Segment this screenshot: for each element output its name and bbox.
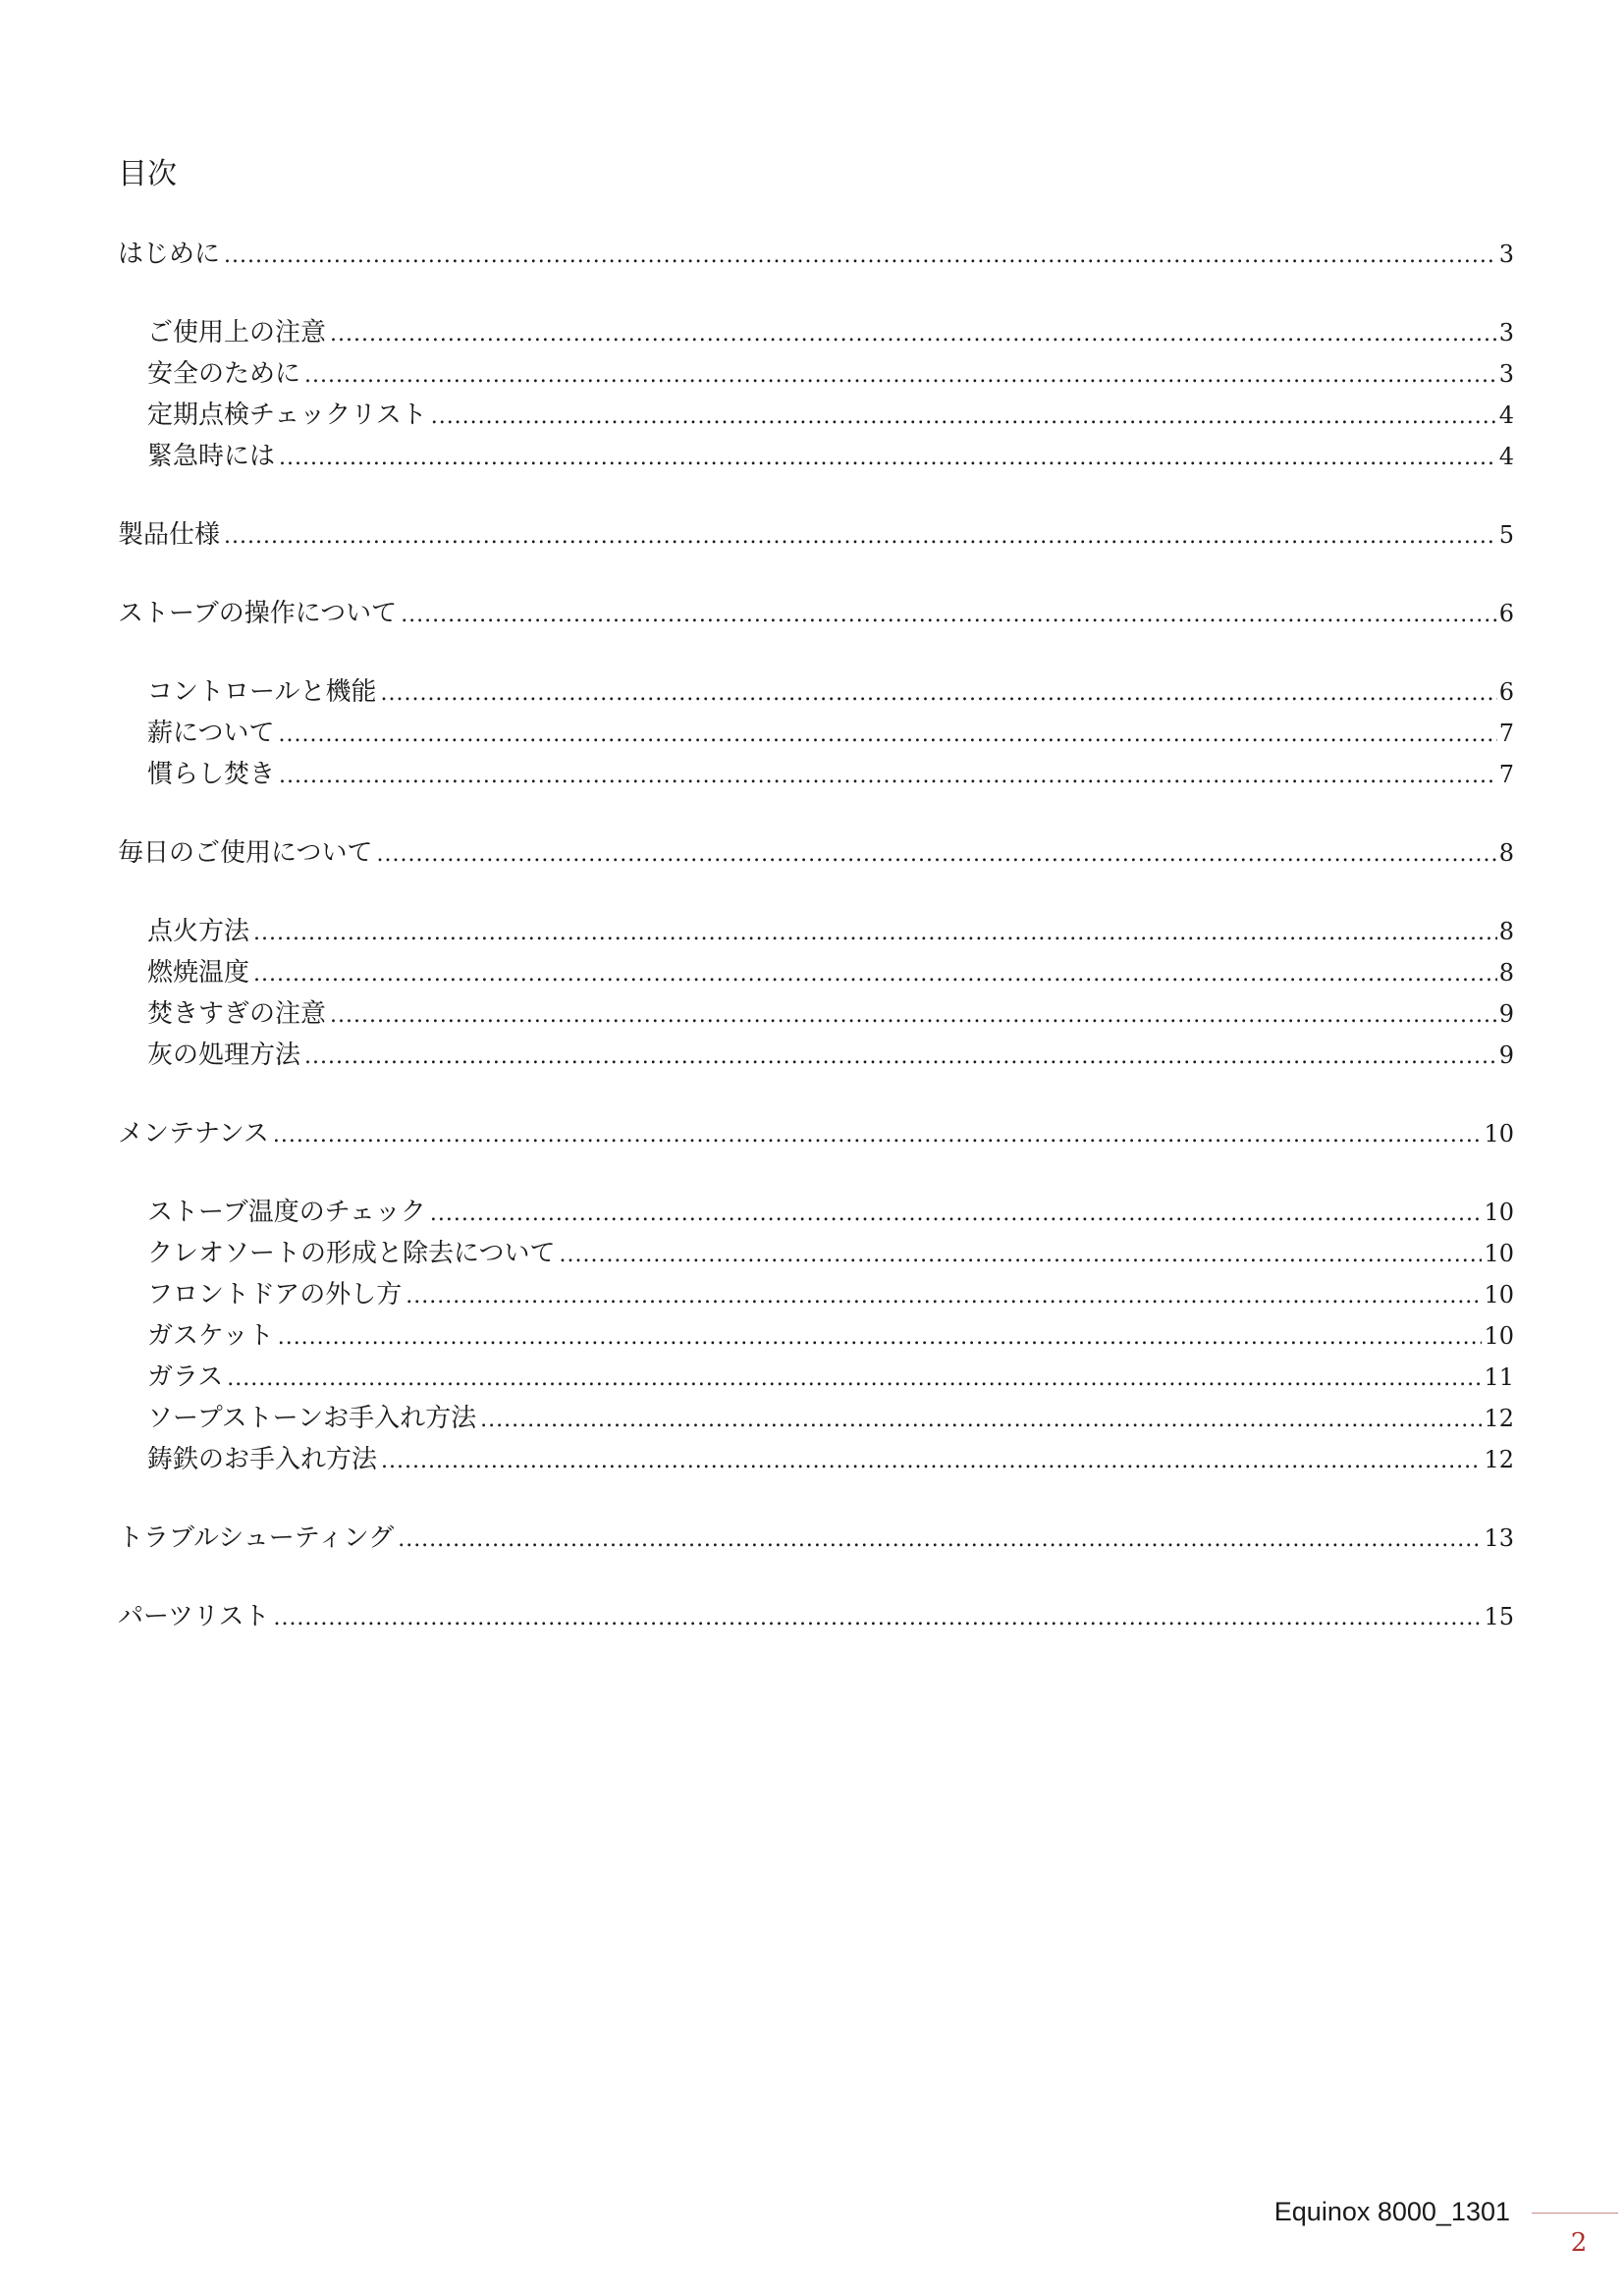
toc-dot-leader [227, 1359, 1482, 1400]
toc-entry-page: 15 [1484, 1603, 1514, 1630]
toc-entry-label: 焚きすぎの注意 [147, 999, 327, 1029]
toc-entry-label: 安全のために [147, 359, 301, 389]
toc-entry-label: コントロールと機能 [147, 677, 377, 707]
footer-page-number: 2 [1570, 2228, 1588, 2258]
toc-dot-leader [406, 1276, 1482, 1317]
toc-dot-leader [253, 913, 1497, 954]
toc-dot-leader [401, 595, 1497, 636]
toc-entry[interactable] [118, 952, 1514, 993]
toc-entry-page: 10 [1484, 1240, 1514, 1267]
toc-entry-page: 5 [1498, 521, 1514, 549]
toc-entry-label: 灰の処理方法 [147, 1041, 301, 1070]
toc-entry-label: ガスケット [147, 1321, 274, 1351]
toc-entry-label: ガラス [147, 1362, 224, 1392]
toc-dot-leader [381, 1441, 1482, 1482]
toc-entry-page: 10 [1484, 1199, 1514, 1226]
toc-entry-label: フロントドアの外し方 [147, 1280, 403, 1309]
toc-dot-leader [376, 834, 1496, 876]
toc-entry[interactable] [118, 1035, 1514, 1076]
toc-entry[interactable] [118, 353, 1514, 395]
toc-entry[interactable] [118, 1439, 1514, 1480]
toc-entry-page: 12 [1484, 1405, 1514, 1432]
toc-entry[interactable] [118, 1357, 1514, 1398]
toc-entry-label: 毎日のご使用について [118, 838, 373, 868]
toc-dot-leader [480, 1400, 1482, 1441]
toc-entry-page: 11 [1484, 1363, 1514, 1391]
toc-entry[interactable] [118, 1113, 1514, 1154]
toc-dot-leader [278, 715, 1496, 756]
toc-dot-leader [278, 1317, 1483, 1359]
toc-entry-label: ストーブ温度のチェック [147, 1198, 426, 1227]
toc-entry-page: 12 [1484, 1446, 1514, 1473]
toc-entry[interactable] [118, 312, 1514, 353]
toc-dot-leader [380, 673, 1496, 715]
toc-entry-page: 10 [1484, 1281, 1514, 1308]
toc-entry-label: はじめに [118, 240, 221, 269]
toc-dot-leader [273, 1115, 1483, 1156]
toc-entry[interactable] [118, 1315, 1514, 1357]
toc-entry-page: 7 [1498, 761, 1514, 788]
toc-entry-label: 鋳鉄のお手入れ方法 [147, 1445, 378, 1474]
toc-entry[interactable] [118, 1192, 1514, 1233]
toc-entry-label: 製品仕様 [118, 520, 221, 550]
toc-entry-page: 8 [1498, 839, 1514, 867]
toc-dot-leader [398, 1520, 1482, 1561]
toc-entry-label: 点火方法 [147, 917, 250, 946]
toc-entry-label: 燃焼温度 [147, 958, 250, 988]
toc-entry-label: ソープストーンお手入れ方法 [147, 1404, 477, 1433]
toc-dot-leader [431, 397, 1497, 438]
toc-entry-page: 9 [1498, 1000, 1514, 1028]
toc-entry-page: 13 [1484, 1524, 1514, 1552]
toc-dot-leader [253, 954, 1497, 995]
toc-dot-leader [273, 1598, 1482, 1639]
toc-entry[interactable] [118, 832, 1514, 874]
toc-entry-page: 10 [1484, 1120, 1514, 1148]
toc-entry-label: パーツリスト [118, 1602, 270, 1631]
toc-dot-leader [304, 1037, 1497, 1078]
toc-entry-page: 4 [1498, 443, 1514, 470]
toc-entry-page: 3 [1498, 319, 1514, 347]
toc-entry-page: 6 [1498, 600, 1514, 627]
toc-entry[interactable] [118, 1518, 1514, 1559]
toc-entry[interactable] [118, 234, 1514, 275]
toc-entry-page: 3 [1498, 360, 1514, 388]
toc-entry-page: 3 [1498, 240, 1514, 268]
toc-entry[interactable] [118, 671, 1514, 713]
toc-entry[interactable] [118, 993, 1514, 1035]
toc-entry-label: ご使用上の注意 [147, 318, 327, 347]
toc-dot-leader [279, 438, 1497, 479]
toc-entry-page: 10 [1484, 1322, 1514, 1350]
toc-entry-label: トラブルシューティング [118, 1523, 395, 1553]
toc-entry[interactable] [118, 436, 1514, 477]
toc-title: 目次 [118, 157, 177, 191]
toc-entry-label: 緊急時には [147, 442, 276, 471]
table-of-contents [118, 234, 1514, 1637]
toc-entry[interactable] [118, 1233, 1514, 1274]
toc-entry[interactable] [118, 1274, 1514, 1315]
toc-entry[interactable] [118, 1398, 1514, 1439]
toc-dot-leader [430, 1194, 1483, 1235]
toc-entry-page: 8 [1498, 959, 1514, 987]
toc-entry-page: 7 [1498, 720, 1514, 747]
toc-entry-label: クレオソートの形成と除去について [147, 1239, 556, 1268]
toc-entry[interactable] [118, 395, 1514, 436]
toc-entry[interactable] [118, 754, 1514, 795]
toc-dot-leader [559, 1235, 1482, 1276]
toc-entry[interactable] [118, 1596, 1514, 1637]
toc-dot-leader [224, 516, 1497, 558]
toc-entry-page: 9 [1498, 1041, 1514, 1069]
toc-dot-leader [330, 995, 1497, 1037]
toc-entry-page: 8 [1498, 918, 1514, 945]
toc-dot-leader [224, 236, 1497, 277]
toc-entry[interactable] [118, 911, 1514, 952]
toc-entry-page: 4 [1498, 401, 1514, 429]
toc-entry-label: ストーブの操作について [118, 599, 398, 628]
toc-dot-leader [330, 314, 1497, 355]
toc-entry-page: 6 [1498, 678, 1514, 706]
footer-document-id: Equinox 8000_1301 [1273, 2197, 1510, 2226]
toc-entry-label: 薪について [147, 719, 275, 748]
footer-divider [1532, 2213, 1618, 2214]
toc-entry-label: 定期点検チェックリスト [147, 400, 427, 430]
toc-entry[interactable] [118, 713, 1514, 754]
toc-entry-label: 慣らし焚き [147, 760, 276, 789]
toc-entry-label: メンテナンス [118, 1119, 269, 1148]
toc-dot-leader [304, 355, 1497, 397]
toc-dot-leader [279, 756, 1497, 797]
toc-entry[interactable] [118, 514, 1514, 556]
toc-entry[interactable] [118, 593, 1514, 634]
